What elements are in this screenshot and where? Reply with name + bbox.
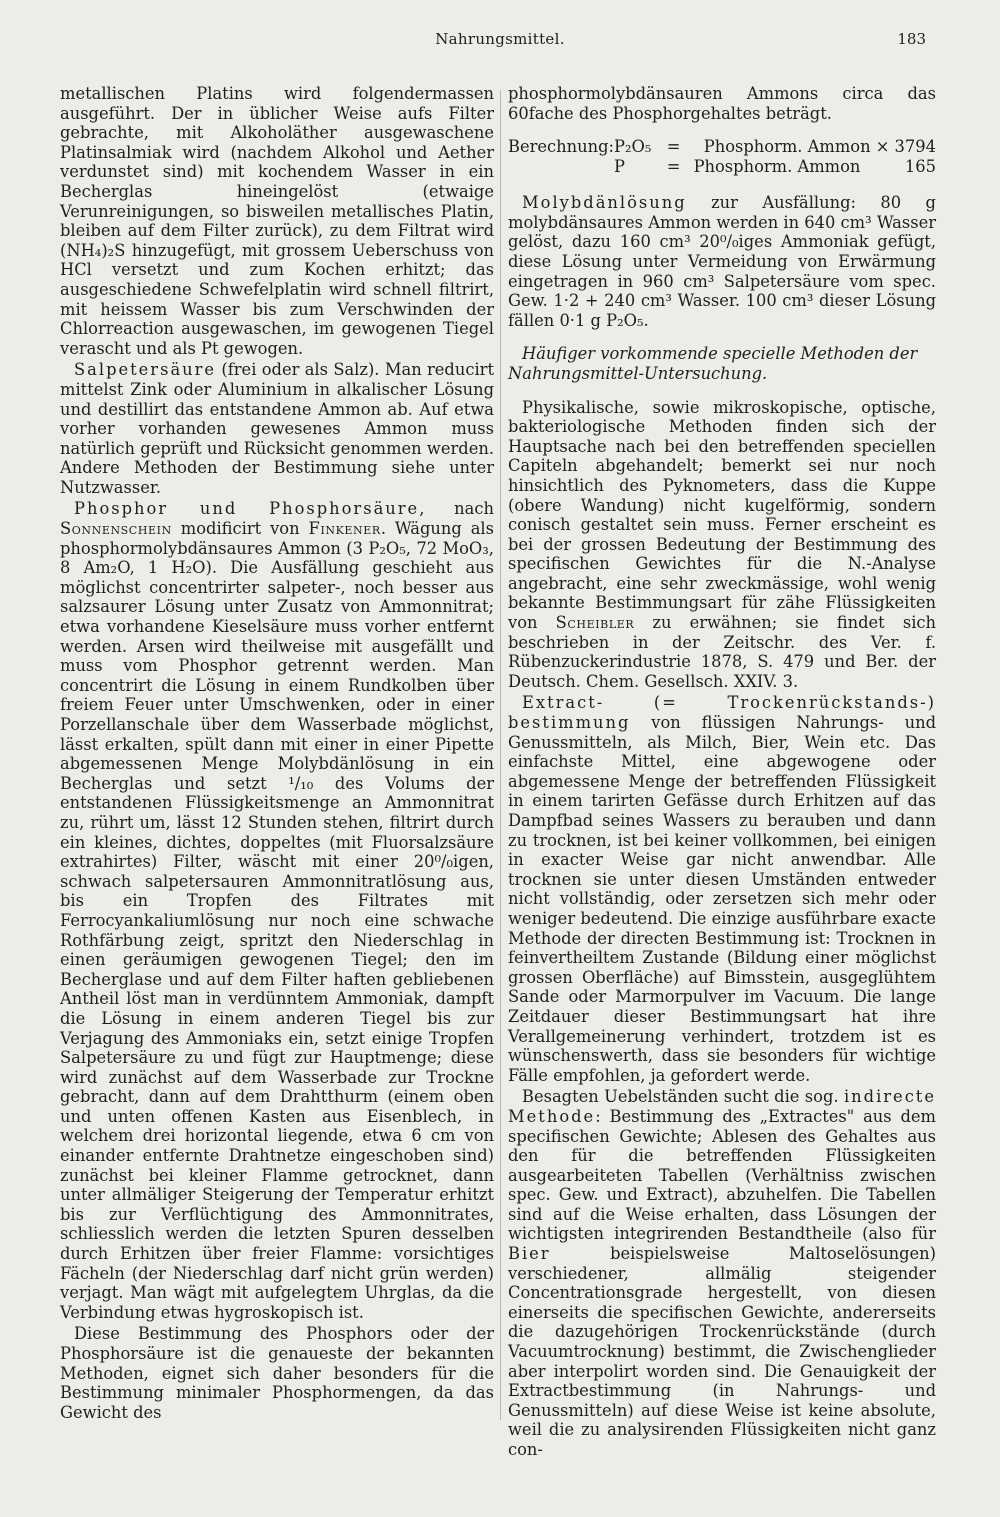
left-column xyxy=(60,84,494,1424)
paragraph-molybdenum-solution xyxy=(508,193,936,330)
term-phosphor: Phosphor und Phosphorsäure xyxy=(74,499,420,519)
paragraph-text: . Wägung als phosphormolybdänsaures Ammon (3 P₂O₅, 72 MoO₃, 8 Am₂O, 1 H₂O). Die Ausfällung geschieht aus möglichst concentrirter salpeter-, noch besser aus salzsaurer Lösung unter Zusatz von Ammonnitrat; etwa vorhandene Kieselsäure muss vorher entfernt werden. Arsen wird theilweise mit ausgefällt und muss vom Phosphor getrennt werden. Man concentrirt die Lösung in einem Rundkolben über freiem Feuer unter Umschwenken, oder in einer Porzellanschale über dem Wasserbade möglichst, lässt erkalten, spült dann mit einer in einer Pipette abgemessenen Menge Molybdänlösung in ein Becherglas und setzt ¹/₁₀ des Volums der entstandenen Flüssigkeitsmenge an Ammonnitrat zu, rührt um, lässt 12 Stunden stehen, filtrirt durch ein kleines, dichtes, doppeltes (mit Fluorsalzsäure extrahirtes) Filter, wäscht mit einer 20⁰/₀igen, schwach salpetersauren Ammonnitratlösung aus, bis ein Tropfen des Filtrates mit Ferrocyankaliumlösung nur noch eine schwache Rothfärbung zeigt, spritzt den Niederschlag in einen geräumigen gewogenen Tiegel; den im Becherglase und auf dem Filter haften gebliebenen Antheil löst man in verdünntem Ammoniak, dampft die Lösung in einem anderen Tiegel bis zur Verjagung des Ammoniaks ein, setzt einige Tropfen Salpetersäure zu und fügt zur Hauptmenge; diese wird zunächst auf dem Wasserbade zur Trockne gebracht, dann auf dem Drahtthurm (einem oben und unten offenen Kasten aus Eisenblech, in welchem drei horizontal liegende, etwa 6 cm von einander entfernte Drahtnetze eingeschoben sind) zunächst bei kleiner Flamme getrocknet, dann unter allmäliger Steigerung der Temperatur erhitzt bis zur Verflüchtigung des Ammonnitrates, schliesslich werden die letzten Spuren desselben durch Erhitzen über freier Flamme: vorsichtiges Fächeln (der Niederschlag darf nicht grün werden) verjagt. Man wägt mit aufgelegtem Uhrglas, da die Verbindung etwas hygroskopisch ist. xyxy=(60,519,494,1322)
term-molybdaenloesung: Molybdänlösung xyxy=(522,193,687,213)
paragraph-text: Diese Bestimmung des Phosphors oder der Phosphorsäure ist die genaueste der bekannten Methoden, eignet sich daher besonders für die Bestimmung minimaler Phosphormengen, da das Gewicht des xyxy=(60,1324,494,1422)
term-indirecte-methode: indirecte Methode xyxy=(508,1087,936,1126)
author-sonnenschein: Sonnenschein xyxy=(60,519,172,539)
term-extract: Extract- (= Trockenrückstands-) bestimmung xyxy=(508,693,936,733)
paragraph-text: (frei oder als Salz). Man reducirt mittelst Zink oder Aluminium in alkalischer Lösung und destillirt das entstandene Ammon ab. Auf etwa vorher vorhanden gewesenes Ammon muss natürlich geprüft und Rücksicht genommen werden. Andere Methoden der Bestimmung siehe unter Nutzwasser. xyxy=(60,360,494,497)
paragraph-text: : Bestimmung des „Extractes" aus dem specifischen Gewichte; Ablesen des Gehaltes aus den für die betreffenden Flüssigkeiten ausgearbeiteten Tabellen (Verhältniss zwischen spec. Gew. und Extract), abzuhelfen. Die Tabellen sind auf die Weise erhalten, dass Lösungen der wichtigsten integrirenden Bestandtheile (also für xyxy=(508,1106,936,1244)
paragraph-nitric-acid xyxy=(60,360,494,497)
formula-label: Berechnung: xyxy=(508,137,614,157)
running-title: Nahrungsmittel. xyxy=(435,30,565,48)
formula-equals: = xyxy=(666,157,681,177)
paragraph-extract-determination xyxy=(508,693,936,1085)
formula-row xyxy=(508,137,936,157)
term-salpetersaeure: Salpetersäure xyxy=(74,360,217,380)
paragraph-indirect-method xyxy=(508,1087,936,1459)
section-heading: Häufiger vorkommende specielle Methoden der Nahrungsmittel-Untersuchung. xyxy=(508,344,918,383)
paragraph-text: von flüssigen Nahrungs- und Genussmitteln, als Milch, Bier, Wein etc. Das einfachste Mittel, eine abgewogene oder abgemessene Menge der betreffenden Flüssigkeit in einem tarirten Gefässe durch Erhitzen auf das Dampfbad seines Wassers zu berauben und dann zu trocknen, ist bei keiner vollkommen, bei einigen in exacter Weise gar nicht anwendbar. Alle trocknen sie unter diesen Umständen entweder nicht vollständig, oder zersetzen sich mehr oder weniger bedeutend. Die einzige ausführbare exacte Methode der directen Bestimmung ist: Trocknen in feinvertheiltem Zustande (Bildung einer möglichst grossen Oberfläche) auf Bimsstein, ausgeglühtem Sande oder Marmorpulver im Vacuum. Die lange Zeitdauer dieser Bestimmungsart hat ihre Verallgemeinerung verhindert, trotzdem ist es wünschenswerth, dass sie besonders für wichtige Fälle empfohlen, ja gefordert werde. xyxy=(508,713,936,1085)
formula-lhs: P₂O₅ xyxy=(614,137,652,157)
author-finkener: Finkener xyxy=(308,519,381,539)
paragraph-physical-methods xyxy=(508,398,936,692)
formula-number: 165 xyxy=(904,157,936,177)
paragraph-text: modificirt von xyxy=(171,519,309,539)
author-scheibler: Scheibler xyxy=(555,613,635,633)
page-header xyxy=(60,30,940,54)
paragraph-text: zu erwähnen; sie findet sich beschrieben in der Zeitschr. des Ver. f. Rübenzuckerindustrie 1878, S. 479 und Ber. der Deutsch. Chem. Gesellsch. XXIV. 3. xyxy=(508,613,937,691)
formula-lhs: P xyxy=(614,157,625,177)
calculation-formula xyxy=(508,137,936,177)
formula-equals: = xyxy=(666,137,681,157)
paragraph-text: Physikalische, sowie mikroskopische, optische, bakteriologische Methoden finden sich der Hauptsache nach bei den betreffenden speciellen Capiteln abgehandelt; bemerkt sei nur noch hinsichtlich des Pyknometers, dass die Kuppe (obere Wandung) nicht kugelförmig, sondern conisch gestaltet sein muss. Ferner erscheint es bei der grossen Bedeutung der Bestimmung des specifischen Gewichtes für die N.-Analyse angebracht, eine sehr zweckmässige, wohl wenig bekannte Bestimmungsart für zähe Flüssigkeiten von xyxy=(508,397,936,633)
paragraph-text: metallischen Platins wird folgendermassen ausgeführt. Der in üblicher Weise aufs Filter gebrachte, mit Alkoholäther ausgewaschene Platinsalmiak wird (nachdem Alkohol und Aether verdunstet sind) mit kochendem Wasser in ein Becherglas hineingelöst (etwaige Verunreinigungen, so bisweilen metallisches Platin, bleiben auf dem Filter zurück), zu dem Filtrat wird (NH₄)₂S hinzugefügt, mit grossem Ueberschuss von HCl versetzt und zum Kochen erhitzt; das ausgeschiedene Schwefelplatin wird schnell filtrirt, mit heissem Wasser bis zum Verschwinden der Chlorreaction ausgewaschen, im gewogenen Tiegel verascht und als Pt gewogen. xyxy=(60,84,494,358)
formula-rhs: Phosphorm. Ammon × 3794 xyxy=(703,137,936,157)
paragraph-continuation xyxy=(508,84,936,123)
page-number: 183 xyxy=(897,30,926,48)
formula-row xyxy=(508,157,936,177)
paragraph-text: beispielsweise Maltoselösungen) verschiedener, allmälig steigender Concentrationsgrade hergestellt, von diesen einerseits die specifischen Gewichte, andererseits die dazugehörigen Trockenrückstände (durch Vacuumtrocknung) bestimmt, die Zwischenglieder aber interpolirt worden sind. Die Genauigkeit der Extractbestimmung (in Nahrungs- und Genussmitteln) auf diese Weise ist keine absolute, weil die zu analysirenden Flüssigkeiten nicht ganz con- xyxy=(508,1244,936,1459)
paragraph-text: , nach xyxy=(419,499,494,519)
term-bier: Bier xyxy=(508,1244,551,1264)
paragraph-phosphorus xyxy=(60,499,494,1322)
formula-rhs: Phosphorm. Ammon xyxy=(693,157,861,177)
paragraph-phosphorus-accuracy xyxy=(60,1324,494,1422)
paragraph-text: Besagten Uebelständen sucht die sog. xyxy=(522,1087,844,1107)
paragraph-text: zur Ausfällung: 80 g molybdänsaures Ammon werden in 640 cm³ Wasser gelöst, dazu 160 cm³ 20⁰/₀iges Ammoniak gefügt, diese Lösung unter Vermeidung von Erwärmung eingetragen in 960 cm³ Salpetersäure vom spec. Gew. 1·2 + 240 cm³ Wasser. 100 cm³ dieser Lösung fällen 0·1 g P₂O₅. xyxy=(508,193,936,330)
paragraph-platinum-determination xyxy=(60,84,494,358)
paragraph-text: phosphormolybdänsauren Ammons circa das 60fache des Phosphorgehaltes beträgt. xyxy=(508,84,936,123)
column-divider xyxy=(500,90,501,1420)
right-column xyxy=(508,84,936,1462)
